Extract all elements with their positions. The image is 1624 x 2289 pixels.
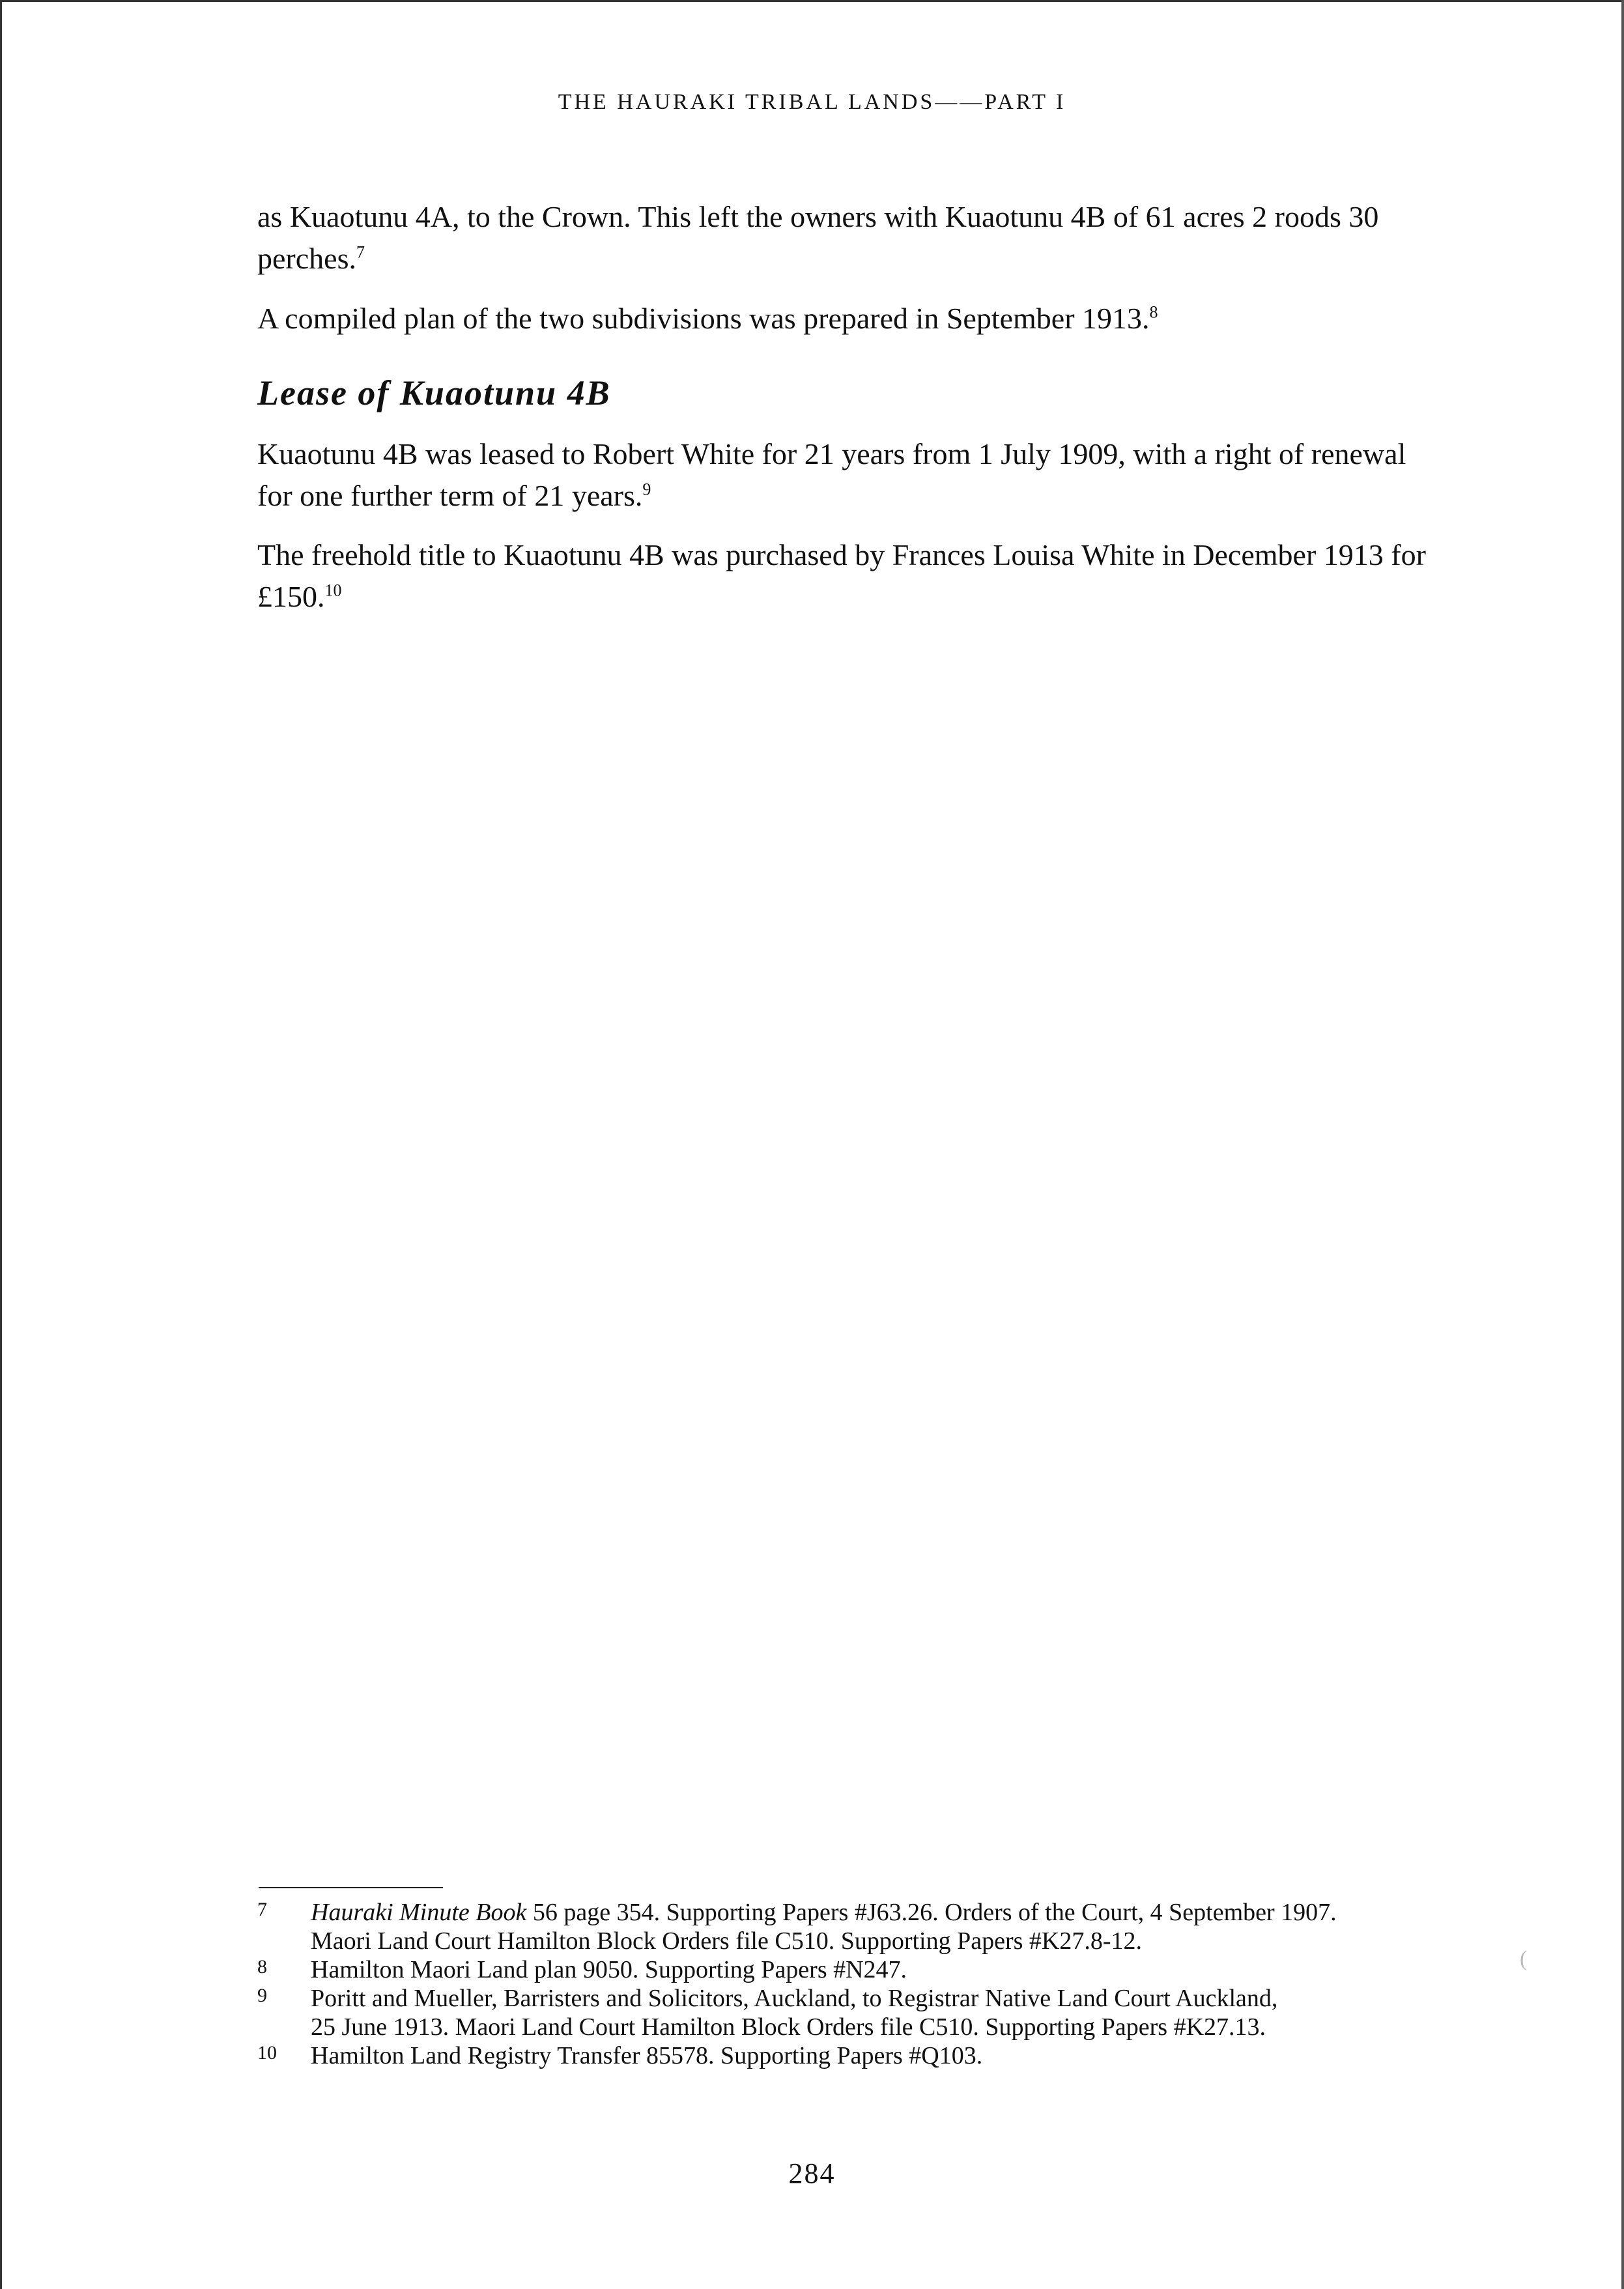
paragraph-text: A compiled plan of the two subdivisions was prepared in September 1913. — [257, 302, 1150, 335]
body-paragraph — [257, 196, 1430, 280]
footnote-divider — [259, 1887, 443, 1888]
footnotes — [257, 1898, 1443, 2070]
footnote-line: Hamilton Maori Land plan 9050. Supporting Papers #N247. — [311, 1956, 907, 1983]
page-border-top — [0, 0, 1624, 2]
footnote-number: 8 — [257, 1956, 267, 1978]
footnote-10 — [257, 2041, 1443, 2070]
footnote-line — [311, 1898, 1443, 1927]
footnote-ref[interactable]: 9 — [642, 480, 651, 499]
body-paragraph — [257, 534, 1430, 618]
footnote-line: Poritt and Mueller, Barristers and Solicitors, Auckland, to Registrar Native Land Court Auckland, — [311, 1985, 1278, 2012]
body-paragraph — [257, 298, 1430, 339]
footnote-line: Maori Land Court Hamilton Block Orders file C510. Supporting Papers #K27.8-12. — [311, 1927, 1143, 1955]
footnote-8 — [257, 1955, 1443, 1984]
section-heading: Lease of Kuaotunu 4B — [257, 373, 611, 412]
footnote-7 — [257, 1898, 1443, 1955]
body-paragraph — [257, 433, 1430, 517]
scan-margin-mark: ( — [1520, 1947, 1528, 1971]
footnote-number: 9 — [257, 1985, 267, 2006]
page-border-right — [1621, 0, 1624, 2289]
footnote-line: Hamilton Land Registry Transfer 85578. Supporting Papers #Q103. — [311, 2042, 983, 2069]
footnote-line: 25 June 1913. Maori Land Court Hamilton Block Orders file C510. Supporting Papers #K27.13. — [311, 2013, 1266, 2041]
page-border-left — [0, 0, 2, 2289]
paragraph-text: Kuaotunu 4B was leased to Robert White for 21 years from 1 July 1909, with a right of renewal for one further term of 21 years. — [257, 437, 1406, 512]
footnote-9 — [257, 1984, 1443, 2041]
running-head: THE HAURAKI TRIBAL LANDS——PART I — [558, 90, 1066, 114]
footnote-ref[interactable]: 8 — [1149, 302, 1158, 322]
footnote-ref[interactable]: 7 — [356, 242, 365, 262]
footnote-number: 7 — [257, 1899, 267, 1920]
footnote-text: 56 page 354. Supporting Papers #J63.26. Orders of the Court, 4 September 1907. — [526, 1899, 1337, 1926]
footnote-number: 10 — [257, 2042, 277, 2064]
paragraph-text: The freehold title to Kuaotunu 4B was purchased by Frances Louisa White in December 1913 for £150. — [257, 538, 1426, 613]
footnote-book-title: Hauraki Minute Book — [311, 1899, 527, 1926]
paragraph-text: as Kuaotunu 4A, to the Crown. This left the owners with Kuaotunu 4B of 61 acres 2 roods 30 perches. — [257, 200, 1379, 275]
page-number: 284 — [788, 2157, 836, 2189]
footnote-ref[interactable]: 10 — [324, 581, 342, 600]
